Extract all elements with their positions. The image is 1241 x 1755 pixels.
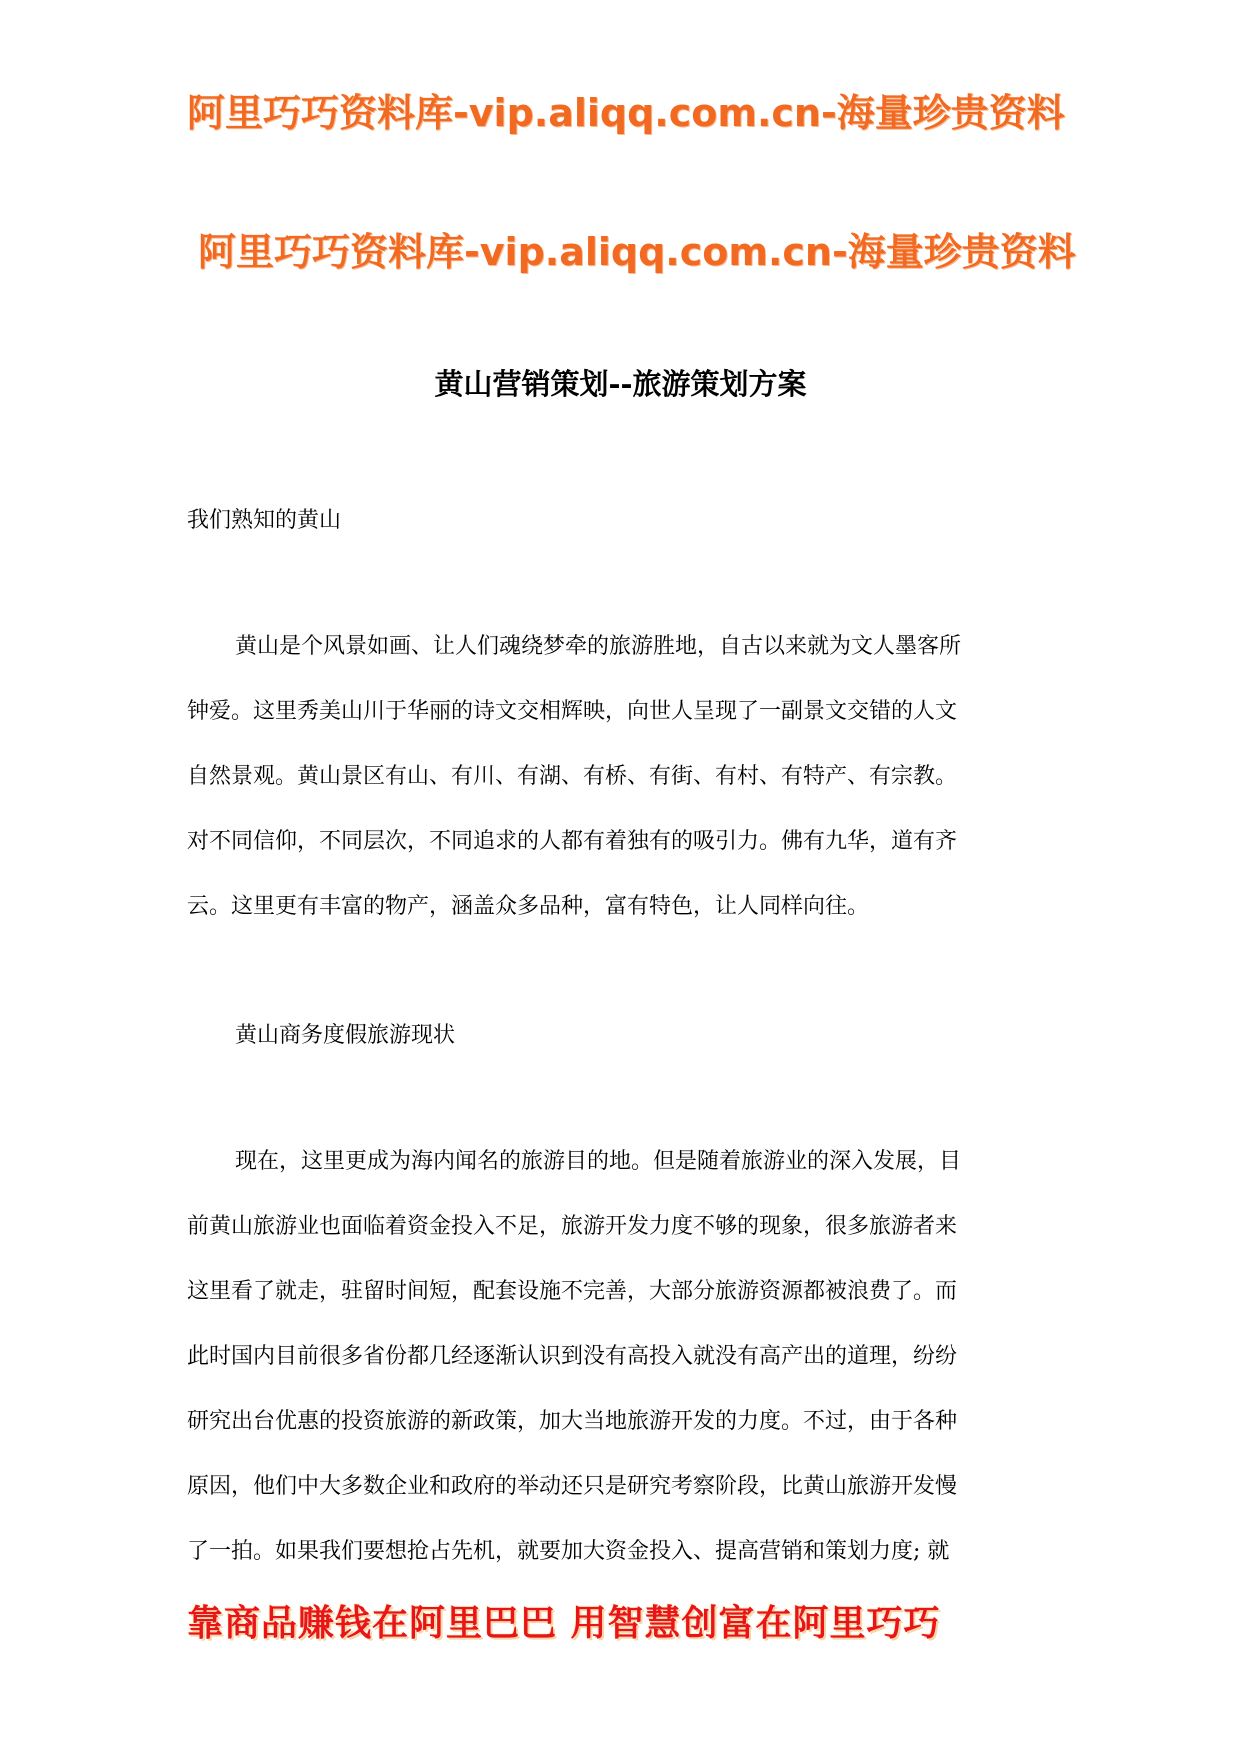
paragraph-huangshan-intro <box>187 614 1067 939</box>
paragraph-line: 云。这里更有丰富的物产，涵盖众多品种，富有特色，让人同样向往。 <box>187 894 870 919</box>
paragraph-line: 钟爱。这里秀美山川于华丽的诗文交相辉映，向世人呈现了一副景文交错的人文 <box>187 699 958 724</box>
watermark-banner-second: 阿里巧巧资料库-vip.aliqq.com.cn-海量珍贵资料 <box>198 230 1076 274</box>
paragraph-tourism-status <box>187 1129 1067 1584</box>
paragraph-line: 此时国内目前很多省份都几经逐渐认识到没有高投入就没有高产出的道理，纷纷 <box>187 1344 958 1369</box>
watermark-banner-top: 阿里巧巧资料库-vip.aliqq.com.cn-海量珍贵资料 <box>187 91 1065 135</box>
watermark-banner-footer: 靠商品赚钱在阿里巴巴 用智慧创富在阿里巧巧 <box>187 1603 941 1644</box>
section-heading-text: 我们熟知的黄山 <box>187 508 342 533</box>
document-title: 黄山营销策划--旅游策划方案 <box>434 367 807 401</box>
paragraph-line: 原因，他们中大多数企业和政府的举动还只是研究考察阶段，比黄山旅游开发慢 <box>187 1474 958 1499</box>
paragraph-line: 了一拍。如果我们要想抢占先机，就要加大资金投入、提高营销和策划力度; 就 <box>187 1539 950 1564</box>
paragraph-line: 前黄山旅游业也面临着资金投入不足，旅游开发力度不够的现象，很多旅游者来 <box>187 1214 958 1239</box>
paragraph-line: 这里看了就走，驻留时间短，配套设施不完善，大部分旅游资源都被浪费了。而 <box>187 1279 958 1304</box>
paragraph-line: 对不同信仰，不同层次，不同追求的人都有着独有的吸引力。佛有九华，道有齐 <box>187 829 958 854</box>
paragraph-line: 自然景观。黄山景区有山、有川、有湖、有桥、有街、有村、有特产、有宗教。 <box>187 764 958 789</box>
section-heading-business-tourism <box>187 1003 1067 1068</box>
paragraph-line: 黄山是个风景如画、让人们魂绕梦牵的旅游胜地，自古以来就为文人墨客所 <box>235 634 962 659</box>
paragraph-line: 现在，这里更成为海内闻名的旅游目的地。但是随着旅游业的深入发展，目 <box>235 1149 962 1174</box>
section-heading-text: 黄山商务度假旅游现状 <box>235 1023 456 1048</box>
section-heading-known-huangshan <box>187 488 1067 553</box>
paragraph-line: 研究出台优惠的投资旅游的新政策，加大当地旅游开发的力度。不过，由于各种 <box>187 1409 958 1434</box>
